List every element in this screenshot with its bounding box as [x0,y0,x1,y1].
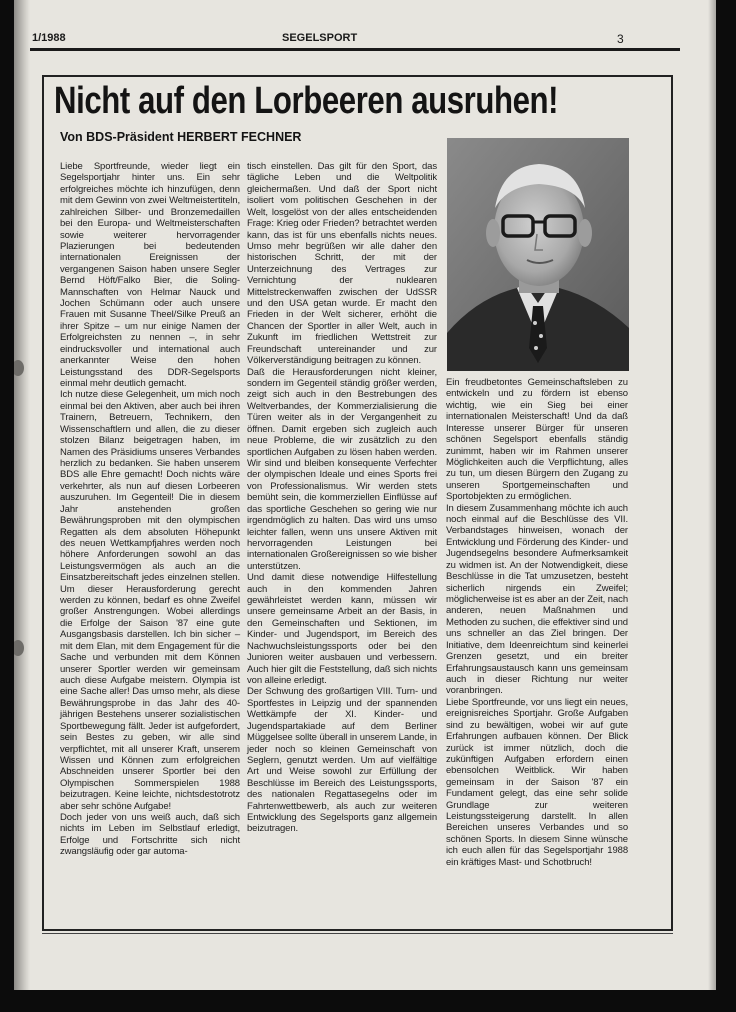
issue-label: 1/1988 [32,32,66,44]
text-column-1 [60,161,240,858]
article-byline: Von BDS-Präsident HERBERT FECHNER [60,130,302,144]
header-rule [30,48,680,51]
article-title: Nicht auf den Lorbeeren ausruhen! [54,80,559,122]
text-column-3 [446,377,628,868]
portrait-illustration [447,138,629,371]
paragraph: Liebe Sportfreunde, wieder liegt ein Segelsportjahr hinter uns. Ein sehr erfolgreiches möchte ich hinzufügen, denn mit dem Gewinn von zwei Weltmeistertiteln, zahlreichen Silber- und Bronzemedaillen bei den Europa- und Weltmeisterschaften sowie weiterer hervorragender Plazierungen bei bedeutenden internationalen Ereignissen der vergangenen Saison haben unsere Segler Bernd Höft/Falko Bier, die Soling-Mannschaften von Helmar Nauck und Jochen Schümann oder auch unsere Frauen mit Susanne Theel/Silke Preuß an ihrer Spitze – um nur einige Namen der Erfolgreichsten zu nennen –, in sehr eindrucksvoller und international auch anerkannter Weise den hohen Leistungsstand des DDR-Segelsports einmal mehr deutlich gemacht. [60,161,240,390]
paragraph: Liebe Sportfreunde, vor uns liegt ein neues, ereignisreiches Sportjahr. Große Aufgaben sind zu bewältigen, wobei wir auf gute Erfahrungen aufbauen können. Der Blick zurück ist immer nützlich, doch die zukünftigen Aufgaben erfordern einen ebensolchen Weitblick. Wir haben gemeinsam in der Saison '87 ein Fundament gelegt, das eine sehr solide Grundlage zur weiteren Leistungssteigerung darstellt. In allen Bereichen unseres Verbandes und so schönen Sports. In diesem Sinne wünsche ich euch allen für das Segelsportjahr 1988 ein kräftiges Mast- und Schotbruch! [446,696,628,868]
paragraph: Ich nutze diese Gelegenheit, um mich noch einmal bei den Aktiven, aber auch bei ihren Trainern, Betreuern, Technikern, den Wissenschaftlern und allen, die zu dieser stolzen Bilanz beigetragen haben, im Namen des Präsidiums unseres Verbandes herzlich zu bedanken. Sie haben unserem BDS alle Ehre gemacht! Doch nichts wäre verkehrter, als nun auf diesen Lorbeeren auszuruhen. Im Gegenteil! Die in diesem Jahr anstehenden großen Bewährungsproben mit den olympischen Regatten als dem absoluten Höhepunkt des neuen Wettkampfjahres werden noch höhere Anforderungen sowohl an das Leistungsvermögen als auch an die Einsatzbereitschaft jedes einzelnen stellen. Um dieser Herausforderung gerecht werden zu können, bedarf es ohne Zweifel großer Anstrengungen. Wobei allerdings die Erfolge der Saison '87 eine gute Ausgangsbasis darstellen. Ich bin sicher – mit dem Elan, mit dem Engagement für die Sache und verbunden mit dem Können unserer Sportler werden wir gemeinsam auch diese Aufgabe meistern. Olympia ist eine Sache aller! Das umso mehr, als diese Bewährungsprobe in das Jahr des 40-jährigen Bestehens unserer sozialistischen Sportbewegung fällt. Jeder ist aufgefordert, sein Bestes zu geben, wir alle sind verpflichtet, mit all unserer Kraft, unserem Wissen und Können zum erfolgreichen Abschneiden unserer Sportler bei den Olympischen Sommerspielen 1988 beizutragen. Keine leichte, nichtsdestotrotz aber sehr schöne Aufgabe! [60,389,240,812]
paragraph: Und damit diese notwendige Hilfestellung auch in den kommenden Jahren gewährleistet werden kann, müssen wir unsere gemeinsame Arbeit an der Basis, in den Gemeinschaften und Sektionen, im Kinder- und Jugendsport, im Bereich des Nachwuchsleistungssports oder bei den Junioren weiter ausbauen und verbessern. Auch hier gilt die Feststellung, daß sich nichts von alleine erledigt. [247,572,437,686]
author-portrait-photo [447,138,629,371]
paragraph: Doch jeder von uns weiß auch, daß sich nichts im Leben im Selbstlauf erledigt, Erfolge und Fortschritte sich nicht zwangsläufig oder gar automa- [60,812,240,858]
paragraph: tisch einstellen. Das gilt für den Sport, das tägliche Leben und die Weltpolitik gleichermaßen. Und daß der Sport nicht isoliert vom politischen Geschehen in der Welt, losgelöst von der alles entscheidenden Frage: Krieg oder Frieden? betrachtet werden kann, das ist für uns ebenfalls nichts neues. Umso mehr begrüßen wir alle daher den historischen Schritt, der mit der Unterzeichnung des Vertrages zur Vernichtung der nuklearen Mittelstreckenwaffen zwischen der UdSSR und den USA getan wurde. Er macht den Frieden in der Welt sicherer, erhöht die Chancen der Sportler in aller Welt, auch in Zukunft im friedlichen Wettstreit zur Freundschaft untereinander und zur Völkerverständigung beitragen zu können. [247,161,437,367]
page-number: 3 [617,32,624,46]
magazine-page [14,0,716,990]
text-column-2 [247,161,437,835]
frame-bottom-rule [42,933,673,934]
page-edge [708,0,716,990]
magazine-name: SEGELSPORT [282,32,358,44]
paragraph: Ein freudbetontes Gemeinschaftsleben zu entwickeln und zu fördern ist ebenso wichtig, wie ein Sieg bei einer internationalen Meisterschaft! Und da daß Interesse unserer Bürger für unseren schönen Segelsport ebenfalls ständig zunimmt, haben wir im Rahmen unserer Möglichkeiten auch die Verpflichtung, alles zu tun, um diesen Bürgern den Zugang zu unseren Sportgemeinschaften und Sportobjekten zu ermöglichen. [446,377,628,503]
paragraph: In diesem Zusammenhang möchte ich auch noch einmal auf die Beschlüsse des VII. Verbandstages hinweisen, wonach der Entwicklung und Förderung des Kinder- und Jugendsegelns besondere Aufmerksamkeit zu widmen ist. An der Notwendigkeit, diese Beschlüsse in die Tat umzusetzen, besteht sicherlich nirgends ein Zweifel; möglicherweise ist es aber an der Zeit, nach anderen, neuen Maßnahmen und Methoden zu suchen, die effektiver sind und uns schneller an das Ziel bringen. Der Initiative, dem Ideenreichtum sind keinerlei Grenzen gesetzt, und ein breiter Erfahrungsaustausch kann uns gemeinsam auch in dieser Richtung nur weiter voranbringen. [446,502,628,697]
paragraph: Der Schwung des großartigen VIII. Turn- und Sportfestes in Leipzig und der spannenden Wettkämpfe der XI. Kinder- und Jugendspartakiade auf dem Berliner Müggelsee sollte überall in unserem Lande, in jeder noch so kleinen Gemeinschaft von Seglern, genutzt werden. Um auf vielfältige Art und Weise sowohl zur Erfüllung der Beschlüsse im Bereich des Leistungssports, des nationalen Regattasegelns oder im Fahrtenwettbewerb, als auch zur weiteren Entwicklung des Segelsports ganz allgemein beizutragen. [247,686,437,835]
paragraph: Daß die Herausforderungen nicht kleiner, sondern im Gegenteil ständig größer werden, zeigt sich auch in den Bestrebungen des Weltverbandes, der Kommerzialisierung die Türen weiter als in der Vergangenheit zu öffnen. Damit ergeben sich zugleich auch neue Probleme, die wir zusätzlich zu den sportlichen Aufgaben zu lösen haben werden. Wir sind und bleiben konsequente Verfechter der olympischen Ideale und eines Sports frei von Professionalismus. Wir werden stets bemüht sein, die kommerziellen Einflüsse auf das sportliche Geschehen so gering wie nur irgendmöglich zu halten. Das wird uns umso leichter fallen, wenn uns unsere Aktiven mit hervorragenden Leistungen bei internationalen Großereignissen so wie bisher unterstützen. [247,366,437,572]
page-gutter-shadow [14,0,30,990]
